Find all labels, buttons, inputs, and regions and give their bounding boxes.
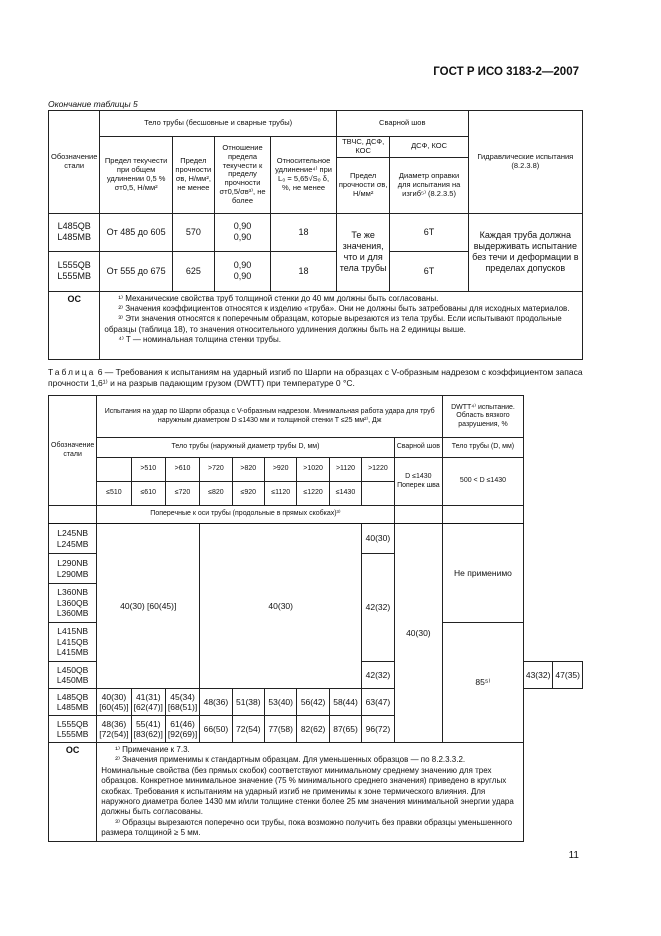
t6-val-40-30-main: 40(30) [200, 524, 362, 689]
t5-sub-weld-a: ТВЧС, ДСФ, КОС [336, 137, 390, 158]
t5-row1-elong: 18 [271, 213, 337, 251]
t6-r555-4: 66(50) [200, 716, 232, 743]
t5-group-weld: Сварной шов [336, 111, 468, 137]
t6-lower-4: >820 [232, 458, 264, 482]
t5-col-weld-tensile: Предел прочности σв, Н/мм² [336, 157, 390, 213]
t6-note-1: ¹⁾ Примечание к 7.3. [115, 745, 190, 754]
t6-upper-5: ≤920 [232, 482, 264, 506]
t5-hydro-value: Каждая труба должна выдерживать испытание без течи и деформации в пределах допусков [468, 213, 582, 291]
t6-note-3: ³⁾ Образцы вырезаются поперечно оси трубы, пока возможно получить без правки образцы уменьшенного размера толщиной ≥ 5 мм. [101, 817, 513, 838]
t6-r485-4: 48(36) [200, 689, 232, 716]
t6-orient-dwtt-empty [443, 506, 524, 524]
t5-group-pipe-body: Тело трубы (бесшовные и сварные трубы) [100, 111, 336, 137]
t6-notes [97, 743, 524, 842]
t6-upper-8: ≤1430 [329, 482, 361, 506]
t5-note-1: ¹⁾ Механические свойства труб толщиной стенки до 40 мм должны быть согласованы. [118, 293, 439, 303]
t6-grade-g1: L245NB L245MB [49, 524, 97, 554]
t6-note-2: ²⁾ Значения применимы к стандартным образцам. Для уменьшенных образцов — по 8.2.3.3.2. Номинальные свойства (без прямых скобок) соответствуют минимальному среднему значению для трех образцов. Конкретное минимальное значение (75 % минимального среднего значения) приведено в круглых скобках. Требования к испытаниям на ударный изгиб не применимы к зоне термического влияния. Для наружного диаметра более 1430 мм и/или толщине стенки более 25 мм значения минимальной энергии удара должны быть согласованы. [101, 755, 514, 817]
t6-not-applicable: Не применимо [443, 524, 524, 623]
t6-grade-g7: L555QB L555MB [49, 716, 97, 743]
table5-caption: Окончание таблицы 5 [48, 99, 138, 109]
t6-r555-9: 96(72) [362, 716, 394, 743]
t6-r485-2: 41(31) [62(47)] [131, 689, 165, 716]
t6-r555-1: 48(36) [72(54)] [97, 716, 131, 743]
t6-r555-2: 55(41) [83(62)] [131, 716, 165, 743]
t6-r485-1: 40(30) [60(45)] [97, 689, 131, 716]
page-number: 11 [568, 850, 579, 861]
t6-upper-1: ≤510 [97, 482, 131, 506]
t6-r485-7: 56(42) [297, 689, 329, 716]
t6-lower-8: >1220 [362, 458, 394, 482]
t6-dwtt-85: 85⁵⁾ [443, 623, 524, 743]
t6-r485-8: 58(44) [329, 689, 361, 716]
t6-lower-5: >920 [265, 458, 297, 482]
t6-g5-47-35: 47(35) [553, 662, 583, 689]
t5-row2-tensile: 625 [172, 251, 214, 291]
t6-g5-43-32: 43(32) [523, 662, 553, 689]
t6-r485-3: 45(34) [68(51)] [165, 689, 199, 716]
t6-col-grade: Обозначение стали [49, 396, 97, 506]
t5-row1-ratio: 0,90 0,90 [214, 213, 270, 251]
t5-col-ratio: Отношение предела текучести к пределу прочности σт0,5/σв³⁾, не более [214, 137, 270, 214]
t5-row1-yield: От 485 до 605 [100, 213, 172, 251]
table6-caption-text: 6 — Требования к испытаниям на ударный изгиб по Шарпи на образцах с V-образным надрезом с коэффициентом запаса прочности 1,6¹⁾ и на разрыв падающим грузом (DWTT) при температуре 0 °С. [48, 367, 583, 389]
t6-upper-7: ≤1220 [297, 482, 329, 506]
t6-r485-5: 51(38) [232, 689, 264, 716]
t5-row2-elong: 18 [271, 251, 337, 291]
t6-lower-2: >610 [165, 458, 199, 482]
t6-lower-7: >1120 [329, 458, 361, 482]
t6-weld-range: D ≤1430 Поперек шва [394, 458, 442, 506]
t5-row2-bend: 6T [390, 251, 468, 291]
t5-col-hydro: Гидравлические испытания (8.2.3.8) [468, 111, 582, 214]
t6-val-40-60: 40(30) [60(45)] [97, 524, 200, 689]
t5-col-weld-bend: Диаметр оправки для испытания на изгиб⁵⁾ (8.2.3.5) [390, 157, 468, 213]
t6-g5-42-32: 42(32) [362, 662, 394, 689]
t6-body-header: Тело трубы (наружный диаметр трубы D, мм) [97, 438, 394, 458]
t5-note-2: ²⁾ Значения коэффициентов относятся к изделию «труба». Они не должны быть затребованы для исходных материалов. [118, 304, 570, 314]
t6-val-42-32: 42(32) [362, 554, 394, 662]
t6-val-40-30-g1: 40(30) [362, 524, 394, 554]
t5-note-3: ³⁾ Эти значения относятся к поперечным образцам, которые вырезаются из тела трубы. Если испытывают продольные образцы (таблица 18), то значения относительного удлинения должны быть на 2 единицы выше. [104, 314, 562, 334]
t5-row2-grade: L555QB L555MB [49, 251, 100, 291]
t6-r555-7: 82(62) [297, 716, 329, 743]
t5-col-elongation: Относительное удлинение⁴⁾ при L₀ = 5,65√S₀ δ, %, не менее [271, 137, 337, 214]
t6-weld-value: 40(30) [394, 524, 442, 743]
t5-weld-same: Те же значения, что и для тела трубы [336, 213, 390, 291]
t6-lower-1: >510 [131, 458, 165, 482]
t6-weld-header: Сварной шов [394, 438, 442, 458]
t6-grade-g2: L290NB L290MB [49, 554, 97, 584]
t6-orient-empty [49, 506, 97, 524]
t6-upper-3: ≤720 [165, 482, 199, 506]
t6-grade-g5: L450QB L450MB [49, 662, 97, 689]
t5-oc-label: ОС [49, 291, 100, 359]
t6-dwtt-body-header: Тело трубы (D, мм) [443, 438, 524, 458]
t6-oc-label: ОС [49, 743, 97, 842]
t6-lower-6: >1020 [297, 458, 329, 482]
t6-grade-g4: L415NB L415QB L415MB [49, 623, 97, 662]
table6-caption-prefix: Таблица [48, 367, 96, 377]
t6-lower-3: >720 [200, 458, 232, 482]
t5-row1-grade: L485QB L485MB [49, 213, 100, 251]
t6-r555-6: 77(58) [265, 716, 297, 743]
t5-row1-tensile: 570 [172, 213, 214, 251]
t6-upper-2: ≤610 [131, 482, 165, 506]
t5-col-grade: Обозначение стали [49, 111, 100, 214]
t6-lower-empty [97, 458, 131, 482]
t5-sub-weld-b: ДСФ, КОС [390, 137, 468, 158]
t5-note-4: ⁴⁾ T — номинальная толщина стенки трубы. [118, 335, 281, 345]
t6-charpy-header: Испытания на удар по Шарпи образца с V-образным надрезом. Минимальная работа удара для труб наружным диаметром D ≤1430 мм и толщиной стенки T ≤25 мм²⁾, Дж [97, 396, 443, 438]
table6-caption [48, 367, 588, 390]
t5-row2-ratio: 0,90 0,90 [214, 251, 270, 291]
t5-row1-bend: 6T [390, 213, 468, 251]
table-5 [48, 110, 583, 360]
t6-r555-5: 72(54) [232, 716, 264, 743]
t6-r555-8: 87(65) [329, 716, 361, 743]
t6-dwtt-header: DWTT⁴⁾ испытание. Область вязкого разрушения, % [443, 396, 524, 438]
t6-r555-3: 61(46) [92(69)] [165, 716, 199, 743]
t6-grade-g6: L485QB L485MB [49, 689, 97, 716]
t5-notes [100, 291, 583, 359]
t6-r485-9: 63(47) [362, 689, 394, 716]
t6-dwtt-range: 500 < D ≤1430 [443, 458, 524, 506]
t6-upper-4: ≤820 [200, 482, 232, 506]
t6-r485-6: 53(40) [265, 689, 297, 716]
t5-col-yield: Предел текучести при общем удлинении 0,5 % σт0,5, Н/мм² [100, 137, 172, 214]
page-header: ГОСТ Р ИСО 3183-2—2007 [433, 66, 579, 78]
t6-orientation: Поперечные к оси трубы (продольные в прямых скобках)³⁾ [97, 506, 394, 524]
t6-upper-6: ≤1120 [265, 482, 297, 506]
t5-col-tensile: Предел прочности σв, Н/мм², не менее [172, 137, 214, 214]
table-6 [48, 395, 583, 842]
t6-grade-g3: L360NB L360QB L360MB [49, 584, 97, 623]
t5-row2-yield: От 555 до 675 [100, 251, 172, 291]
t6-orient-weld-empty [394, 506, 442, 524]
